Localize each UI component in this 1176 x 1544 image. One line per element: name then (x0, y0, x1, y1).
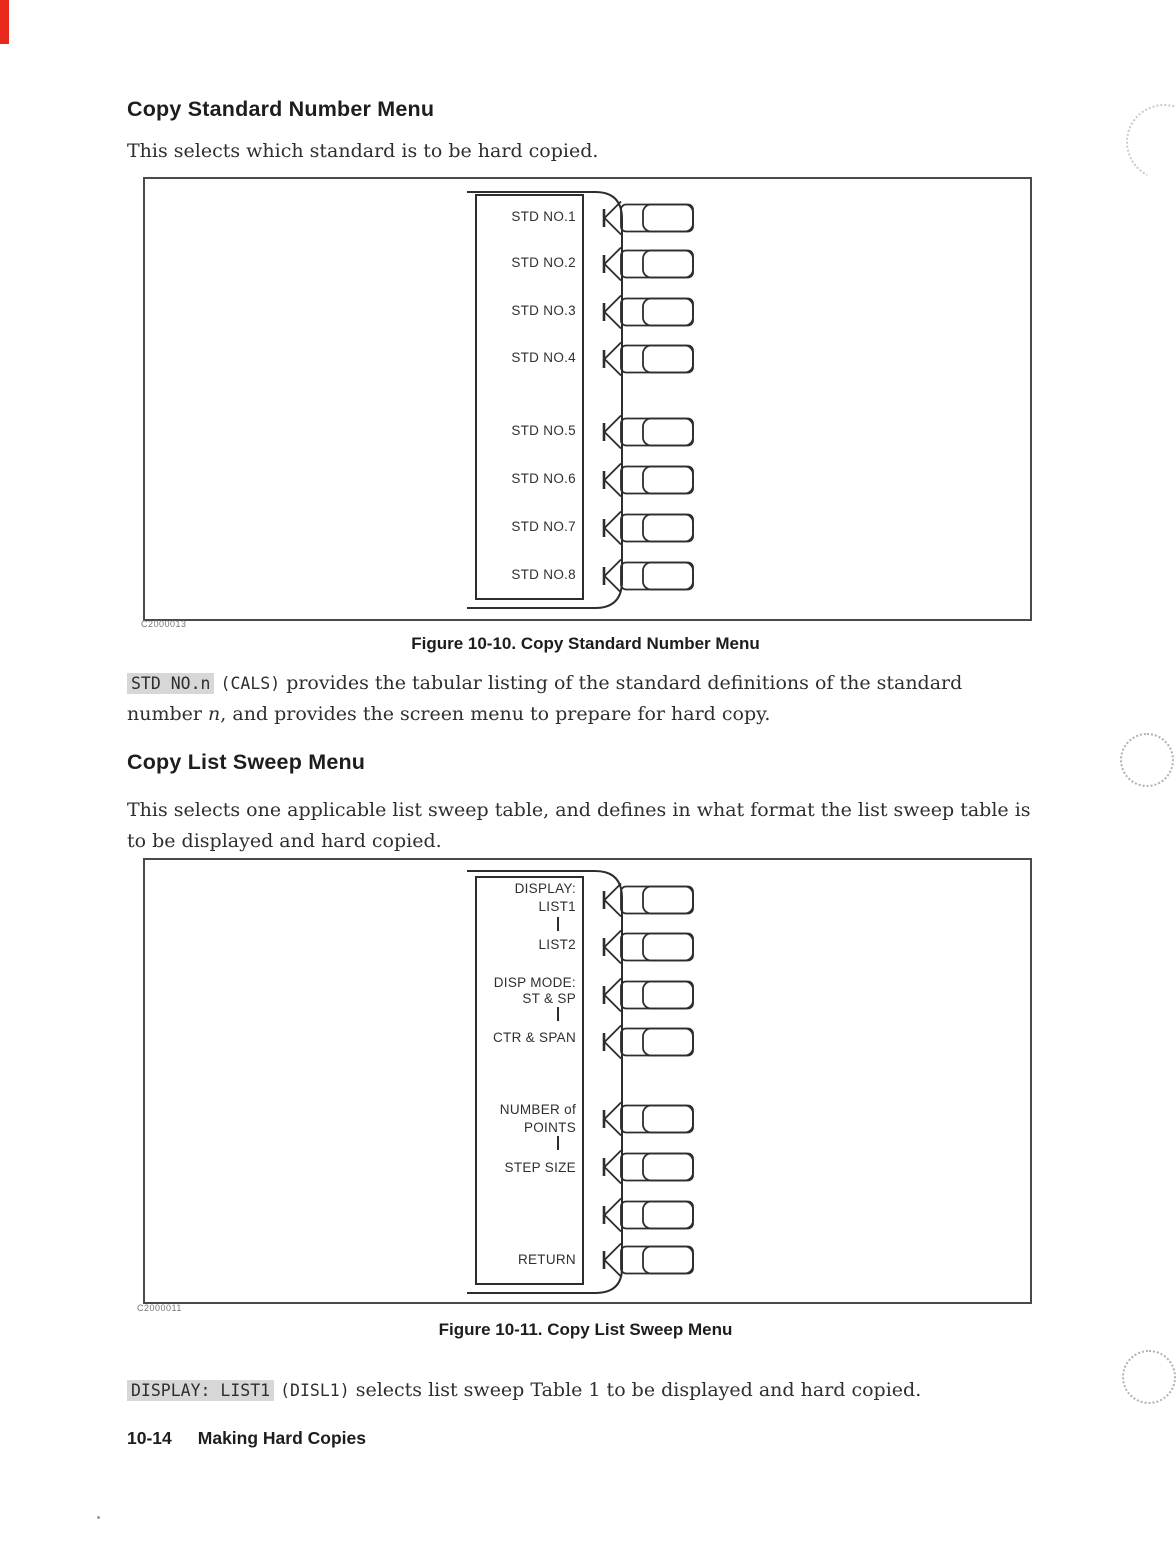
softkey-icon (601, 1022, 697, 1062)
page-number: 10-14 (127, 1428, 172, 1448)
softkey-button (621, 934, 693, 961)
softkey-icon (601, 1240, 697, 1280)
softkey-label-number-of: NUMBER of (499, 1102, 576, 1117)
softkey-label-std-no-6: STD NO.6 (511, 471, 576, 486)
page-footer (127, 1428, 366, 1449)
softkey-icon (601, 880, 697, 920)
crt-bezel-outline (145, 179, 1030, 619)
softkey-label-std-no-7: STD NO.7 (511, 519, 576, 534)
softkey-label-list2: LIST2 (538, 937, 576, 952)
inline-code-std-no-n: STD NO.n (127, 673, 214, 694)
footer-title: Making Hard Copies (197, 1428, 366, 1448)
softkey-button (621, 419, 693, 446)
softkey-button (621, 467, 693, 494)
softkey-label-std-no-8: STD NO.8 (511, 567, 576, 582)
softkey-label-std-no-1: STD NO.1 (511, 209, 576, 224)
section-heading-copy-list-sweep-menu: Copy List Sweep Menu (127, 750, 366, 774)
figure-10-11-frame (143, 858, 1032, 1304)
softkey-button (621, 1154, 693, 1181)
section1-intro-paragraph: This selects which standard is to be hard copied. (127, 140, 599, 162)
softkey-icon (601, 339, 697, 379)
softkey-label-std-no-3: STD NO.3 (511, 303, 576, 318)
figure-10-10-frame (143, 177, 1032, 621)
softkey-icon (601, 1195, 697, 1235)
label-connector-tick (557, 917, 559, 931)
punch-hole-artifact (1116, 94, 1176, 190)
softkey-icon (601, 198, 697, 238)
softkey-button (621, 205, 693, 232)
softkey-label-std-no-2: STD NO.2 (511, 255, 576, 270)
figure-code-label: C2000011 (137, 1303, 182, 1313)
softkey-icon (601, 1147, 697, 1187)
punch-hole-artifact (1122, 1350, 1176, 1404)
inline-code-display-list1: DISPLAY: LIST1 (127, 1380, 274, 1401)
softkey-label-std-no-5: STD NO.5 (511, 423, 576, 438)
softkey-label-ctr-span: CTR & SPAN (492, 1030, 576, 1045)
crt-bezel-outline (145, 860, 1030, 1302)
softkey-label-std-no-4: STD NO.4 (511, 350, 576, 365)
label-connector-tick (557, 1007, 559, 1021)
softkey-button (621, 515, 693, 542)
softkey-button (621, 346, 693, 373)
scan-speck (97, 1516, 100, 1519)
softkey-button (621, 982, 693, 1009)
softkey-button (621, 887, 693, 914)
softkey-button (621, 563, 693, 590)
para-std-no-n: STD NO.n (CALS) provides the tabular listing of the standard definitions of the standard number n, and provides the screen menu to prepare for hard copy. (127, 672, 963, 725)
red-scan-mark (0, 0, 9, 44)
softkey-label-list1: LIST1 (538, 899, 576, 914)
softkey-label-return: RETURN (517, 1252, 576, 1267)
softkey-button (621, 1202, 693, 1229)
softkey-icon (601, 556, 697, 596)
softkey-button (621, 1029, 693, 1056)
italic-n: n (208, 703, 221, 725)
softkey-label-disp-mode: DISP MODE: (493, 975, 576, 990)
inline-mono-cals: (CALS) (220, 674, 281, 693)
softkey-icon (601, 292, 697, 332)
softkey-icon (601, 1099, 697, 1139)
para-display-list1: DISPLAY: LIST1 (DISL1) selects list sweep Table 1 to be displayed and hard copied. (127, 1375, 1032, 1406)
section-heading-copy-standard-number-menu: Copy Standard Number Menu (127, 97, 435, 121)
softkey-label-st-sp: ST & SP (522, 991, 576, 1006)
section2-intro-paragraph: This selects one applicable list sweep table, and defines in what format the list sweep table is to be displayed and hard copied. (127, 799, 1031, 852)
softkey-icon (601, 412, 697, 452)
softkey-button (621, 299, 693, 326)
punch-hole-artifact (1120, 733, 1174, 787)
softkey-button (621, 251, 693, 278)
softkey-button (621, 1247, 693, 1274)
softkey-icon (601, 975, 697, 1015)
figure-10-11-caption: Figure 10-11. Copy List Sweep Menu (438, 1320, 733, 1339)
softkey-label-points: POINTS (523, 1120, 576, 1135)
softkey-label-step-size: STEP SIZE (504, 1160, 576, 1175)
softkey-label-display: DISPLAY: (514, 881, 576, 896)
softkey-icon (601, 508, 697, 548)
softkey-icon (601, 927, 697, 967)
label-connector-tick (557, 1136, 559, 1150)
softkey-icon (601, 460, 697, 500)
figure-code-label: C2000013 (141, 619, 187, 629)
softkey-button (621, 1106, 693, 1133)
softkey-icon (601, 244, 697, 284)
figure-10-10-caption: Figure 10-10. Copy Standard Number Menu (411, 634, 760, 653)
inline-mono-disl1: (DISL1) (280, 1381, 350, 1400)
